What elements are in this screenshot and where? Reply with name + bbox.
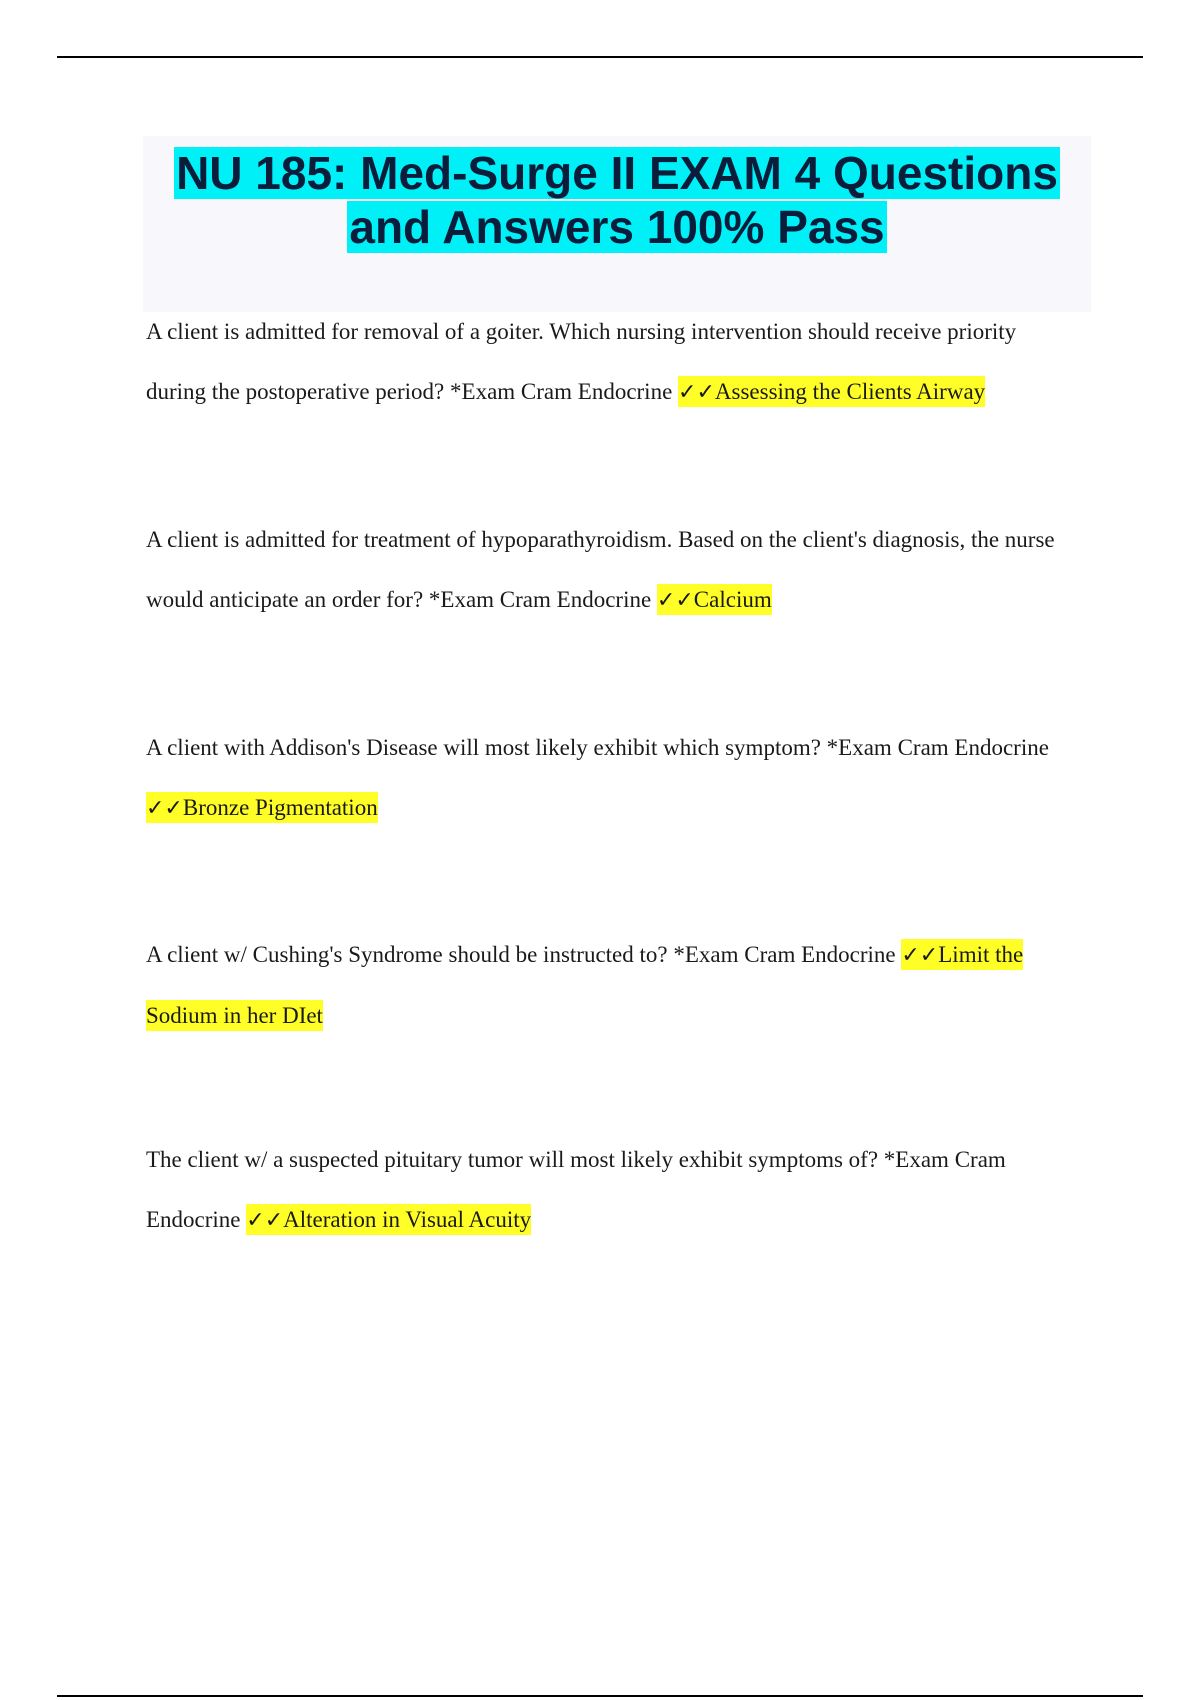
- answer-text: Bronze Pigmentation: [182, 795, 378, 820]
- double-check-icon: ✓✓: [656, 588, 694, 613]
- answer-highlight: [246, 1204, 531, 1235]
- double-check-icon: ✓✓: [146, 796, 183, 821]
- top-rule: [57, 56, 1143, 58]
- answer-text: Assessing the Clients Airway: [714, 379, 986, 404]
- answer-text: Alteration in Visual Acuity: [283, 1207, 532, 1232]
- document-title: [143, 136, 1091, 254]
- qa-item-5: [146, 1130, 1076, 1251]
- double-check-icon: ✓✓: [246, 1208, 284, 1233]
- answer-highlight: [678, 376, 985, 407]
- answer-highlight: [146, 792, 378, 823]
- question-text: A client is admitted for treatment of hypoparathyroidism. Based on the client's diagnosis, the nurse would anticipate an order for? *Exam Cram Endocrine: [146, 527, 1055, 612]
- document-title-text: NU 185: Med-Surge II EXAM 4 Questions and Answers 100% Pass: [176, 147, 1058, 253]
- question-text: A client w/ Cushing's Syndrome should be instructed to? *Exam Cram Endocrine: [146, 942, 896, 967]
- question-text: The client w/ a suspected pituitary tumor will most likely exhibit symptoms of? *Exam Cram Endocrine: [146, 1147, 1006, 1232]
- answer-highlight: [657, 584, 772, 615]
- qa-item-4: [146, 925, 1076, 1046]
- answer-text: Limit the Sodium in her DIet: [146, 942, 1024, 1028]
- qa-item-3: [146, 718, 1076, 839]
- title-block: [143, 136, 1091, 312]
- double-check-icon: ✓✓: [678, 380, 715, 405]
- qa-item-2: [146, 510, 1076, 631]
- answer-text: Calcium: [693, 587, 772, 612]
- question-text: A client with Addison's Disease will most likely exhibit which symptom? *Exam Cram Endocrine: [146, 735, 1049, 760]
- double-check-icon: ✓✓: [901, 943, 939, 968]
- question-text: A client is admitted for removal of a goiter. Which nursing intervention should receive priority during the postoperative period? *Exam Cram Endocrine: [146, 319, 1017, 404]
- bottom-rule: [57, 1695, 1143, 1697]
- qa-item-1: [146, 302, 1076, 423]
